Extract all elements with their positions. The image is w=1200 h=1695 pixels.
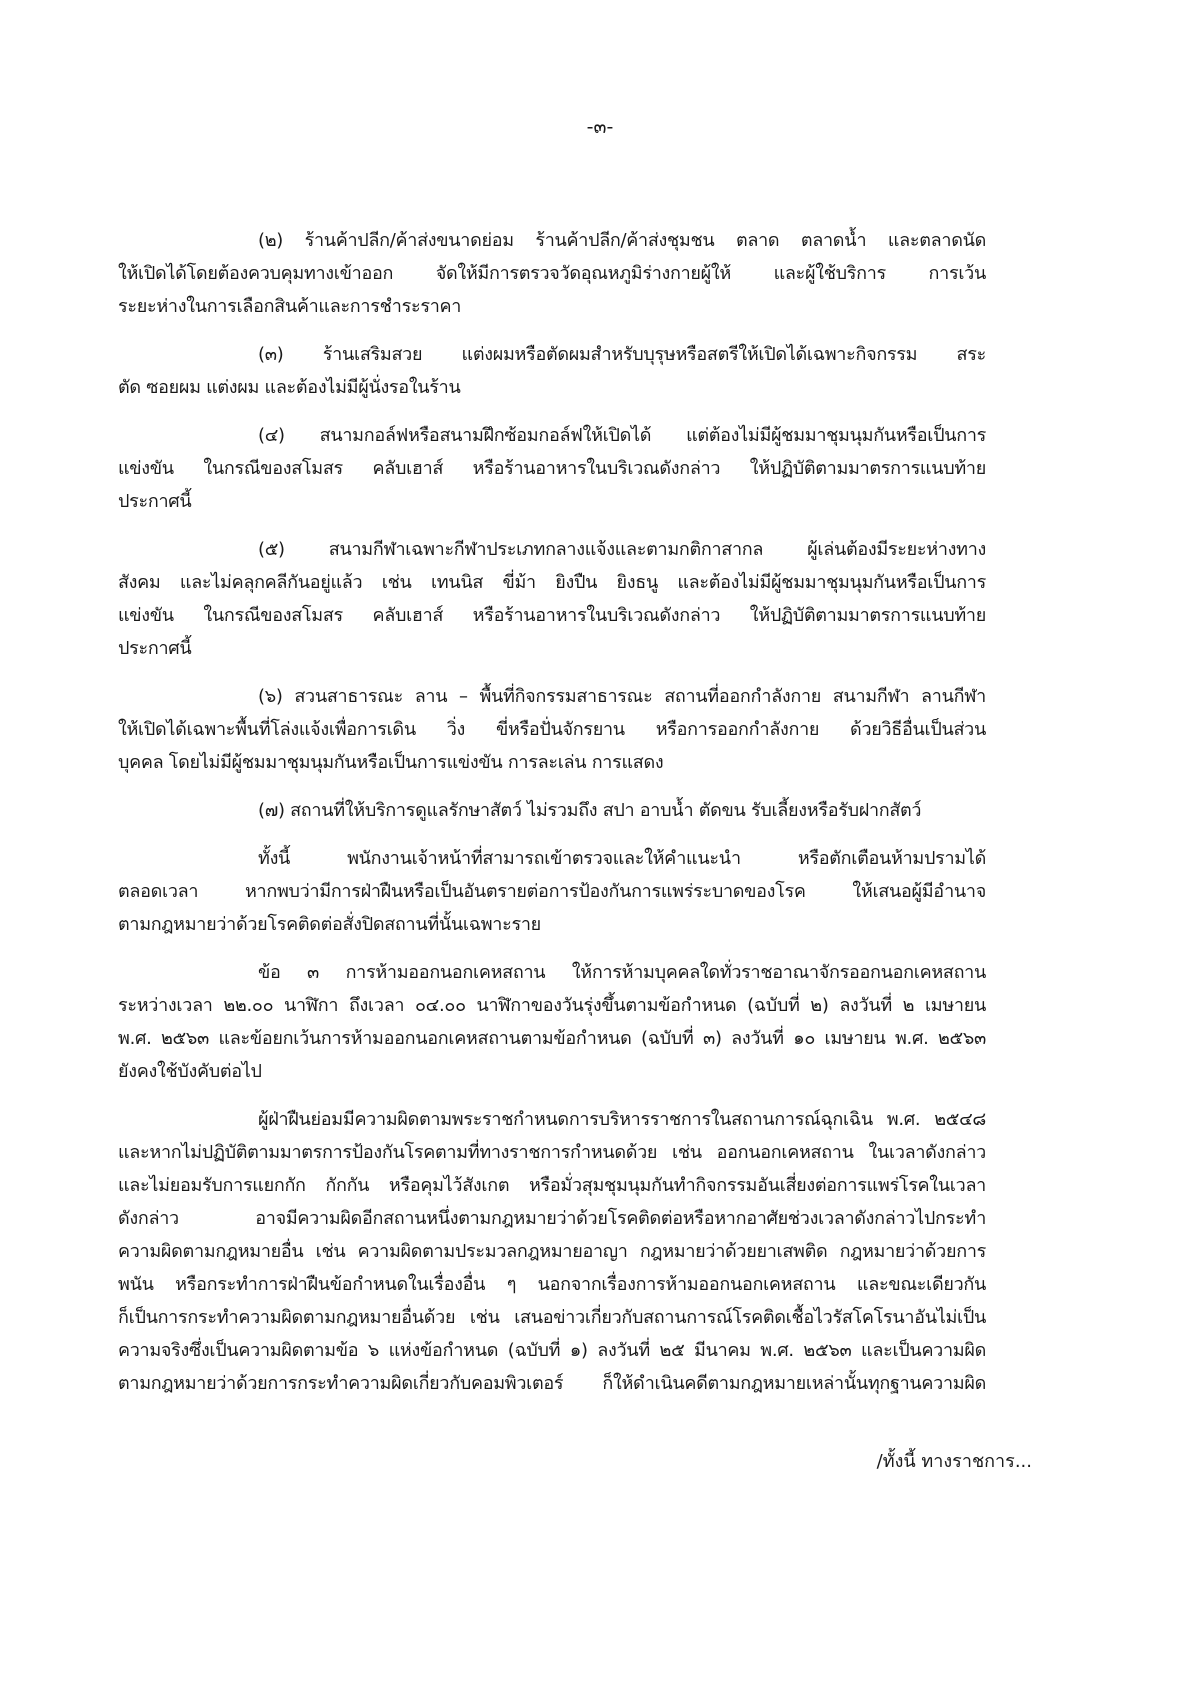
text-line: บุคคล โดยไม่มีผู้ชมมาชุมนุมกันหรือเป็นการแข่งขัน การละเล่น การแสดง <box>118 752 664 773</box>
paragraph <box>118 794 986 827</box>
text-line: แข่งขัน ในกรณีของสโมสร คลับเฮาส์ หรือร้านอาหารในบริเวณดังกล่าว ให้ปฏิบัติตามมาตรการแนบท้าย <box>118 458 986 479</box>
text-line: ผู้ฝ่าฝืนย่อมมีความผิดตามพระราชกำหนดการบริหารราชการในสถานการณ์ฉุกเฉิน พ.ศ. ๒๕๔๘ <box>258 1109 986 1130</box>
document-body <box>118 224 986 1415</box>
text-line: ระยะห่างในการเลือกสินค้าและการชำระราคา <box>118 296 462 317</box>
text-line: (๓) ร้านเสริมสวย แต่งผมหรือตัดผมสำหรับบุรุษหรือสตรีให้เปิดได้เฉพาะกิจกรรม สระ <box>258 344 986 365</box>
text-line: ยังคงใช้บังคับต่อไป <box>118 1061 262 1082</box>
paragraph <box>118 338 986 404</box>
text-line: (๖) สวนสาธารณะ ลาน – พื้นที่กิจกรรมสาธารณะ สถานที่ออกกำลังกาย สนามกีฬา ลานกีฬา <box>258 686 986 707</box>
text-line: ความจริงซึ่งเป็นความผิดตามข้อ ๖ แห่งข้อกำหนด (ฉบับที่ ๑) ลงวันที่ ๒๕ มีนาคม พ.ศ. ๒๕๖๓ และเป็นความผิด <box>118 1340 986 1361</box>
text-line: พนัน หรือกระทำการฝ่าฝืนข้อกำหนดในเรื่องอื่น ๆ นอกจากเรื่องการห้ามออกนอกเคหสถาน และขณะเดียวกัน <box>118 1274 986 1295</box>
text-line: ให้เปิดได้โดยต้องควบคุมทางเข้าออก จัดให้มีการตรวจวัดอุณหภูมิร่างกายผู้ให้ และผู้ใช้บริการ การเว้น <box>118 263 986 284</box>
continuation-text: /ทั้งนี้ ทางราชการ... <box>876 1451 1032 1472</box>
text-line: ความผิดตามกฎหมายอื่น เช่น ความผิดตามประมวลกฎหมายอาญา กฎหมายว่าด้วยยาเสพติด กฎหมายว่าด้วยการ <box>118 1241 986 1262</box>
text-line: พ.ศ. ๒๕๖๓ และข้อยกเว้นการห้ามออกนอกเคหสถานตามข้อกำหนด (ฉบับที่ ๓) ลงวันที่ ๑๐ เมษายน พ.ศ. ๒๕๖๓ <box>118 1028 986 1049</box>
paragraph <box>118 1103 986 1400</box>
text-line: ระหว่างเวลา ๒๒.๐๐ นาฬิกา ถึงเวลา ๐๔.๐๐ นาฬิกาของวันรุ่งขึ้นตามข้อกำหนด (ฉบับที่ ๒) ลงวันที่ ๒ เมษายน <box>118 995 986 1016</box>
text-line: แข่งขัน ในกรณีของสโมสร คลับเฮาส์ หรือร้านอาหารในบริเวณดังกล่าว ให้ปฏิบัติตามมาตรการแนบท้าย <box>118 605 986 626</box>
paragraph <box>118 680 986 779</box>
text-line: ตลอดเวลา หากพบว่ามีการฝ่าฝืนหรือเป็นอันตรายต่อการป้องกันการแพร่ระบาดของโรค ให้เสนอผู้มีอำนาจ <box>118 881 986 902</box>
page-number: -๓- <box>586 116 614 138</box>
paragraph <box>118 842 986 941</box>
text-line: ประกาศนี้ <box>118 638 192 659</box>
text-line: สังคม และไม่คลุกคลีกันอยู่แล้ว เช่น เทนนิส ขี่ม้า ยิงปืน ยิงธนู และต้องไม่มีผู้ชมมาชุมนุมกันหรือเป็นการ <box>118 572 986 593</box>
text-line: ข้อ ๓ การห้ามออกนอกเคหสถาน ให้การห้ามบุคคลใดทั่วราชอาณาจักรออกนอกเคหสถาน <box>258 962 986 983</box>
text-line: (๗) สถานที่ให้บริการดูแลรักษาสัตว์ ไม่รวมถึง สปา อาบน้ำ ตัดขน รับเลี้ยงหรือรับฝากสัตว์ <box>258 800 922 821</box>
text-line: ก็เป็นการกระทำความผิดตามกฎหมายอื่นด้วย เช่น เสนอข่าวเกี่ยวกับสถานการณ์โรคติดเชื้อไวรัสโคโรนาอันไม่เป็น <box>118 1307 986 1328</box>
paragraph <box>118 956 986 1088</box>
paragraph <box>118 224 986 323</box>
text-line: (๒) ร้านค้าปลีก/ค้าส่งขนาดย่อม ร้านค้าปลีก/ค้าส่งชุมชน ตลาด ตลาดน้ำ และตลาดนัด <box>258 230 986 251</box>
text-line: และไม่ยอมรับการแยกกัก กักกัน หรือคุมไว้สังเกต หรือมั่วสุมชุมนุมกันทำกิจกรรมอันเสี่ยงต่อการแพร่โรคในเวลา <box>118 1175 986 1196</box>
text-line: (๔) สนามกอล์ฟหรือสนามฝึกซ้อมกอล์ฟให้เปิดได้ แต่ต้องไม่มีผู้ชมมาชุมนุมกันหรือเป็นการ <box>258 425 986 446</box>
text-line: ให้เปิดได้เฉพาะพื้นที่โล่งแจ้งเพื่อการเดิน วิ่ง ขี่หรือปั่นจักรยาน หรือการออกกำลังกาย ด้วยวิธีอื่นเป็นส่วน <box>118 719 986 740</box>
text-line: ตามกฎหมายว่าด้วยโรคติดต่อสั่งปิดสถานที่นั้นเฉพาะราย <box>118 914 541 935</box>
text-line: ตามกฎหมายว่าด้วยการกระทำความผิดเกี่ยวกับคอมพิวเตอร์ ก็ให้ดำเนินคดีตามกฎหมายเหล่านั้นทุกฐานความผิด <box>118 1373 986 1394</box>
text-line: ตัด ซอยผม แต่งผม และต้องไม่มีผู้นั่งรอในร้าน <box>118 377 461 398</box>
paragraph <box>118 419 986 518</box>
paragraph <box>118 533 986 665</box>
text-line: และหากไม่ปฏิบัติตามมาตรการป้องกันโรคตามที่ทางราชการกำหนดด้วย เช่น ออกนอกเคหสถาน ในเวลาดังกล่าว <box>118 1142 986 1163</box>
text-line: (๕) สนามกีฬาเฉพาะกีฬาประเภทกลางแจ้งและตามกติกาสากล ผู้เล่นต้องมีระยะห่างทาง <box>258 539 986 560</box>
text-line: ทั้งนี้ พนักงานเจ้าหน้าที่สามารถเข้าตรวจและให้คำแนะนำ หรือตักเตือนห้ามปรามได้ <box>258 848 986 869</box>
text-line: ดังกล่าว อาจมีความผิดอีกสถานหนึ่งตามกฎหมายว่าด้วยโรคติดต่อหรือหากอาศัยช่วงเวลาดังกล่าวไปกระทำ <box>118 1208 986 1229</box>
text-line: ประกาศนี้ <box>118 491 192 512</box>
